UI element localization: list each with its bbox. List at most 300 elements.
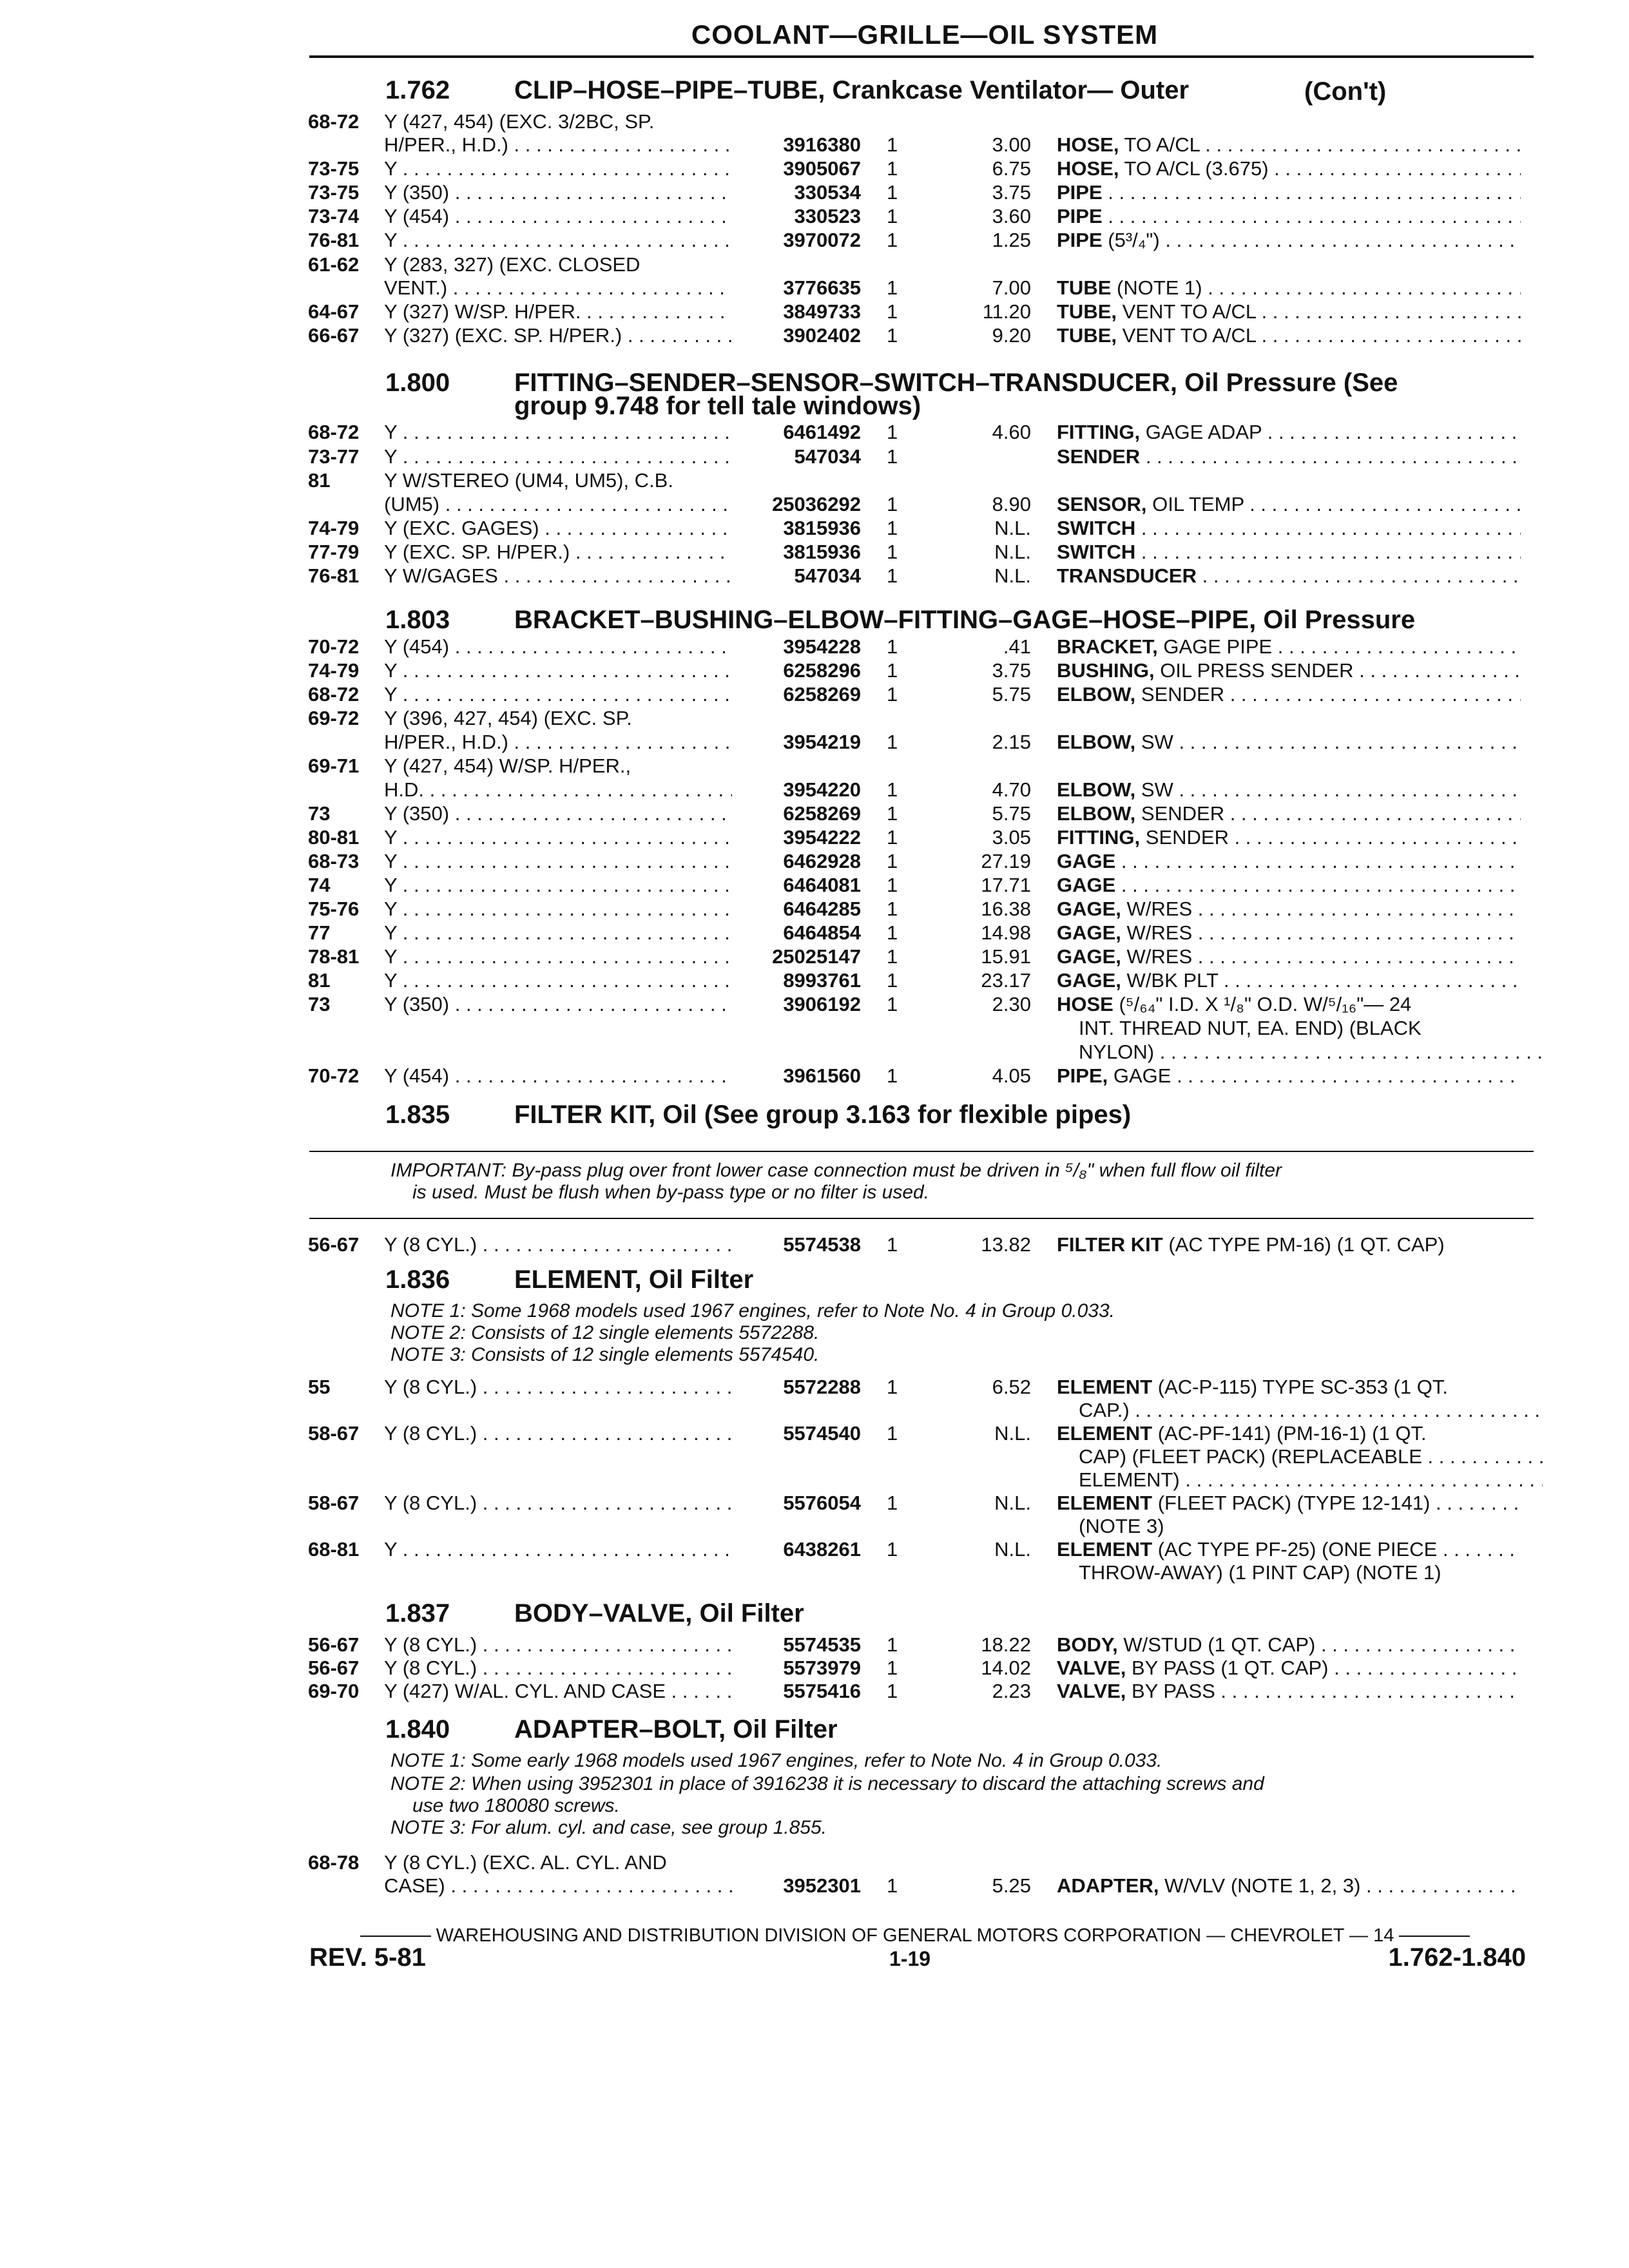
part-number: 330534 [794, 181, 861, 204]
application-desc: Y (350) . . . [384, 992, 732, 1017]
part-number: 5576054 [783, 1492, 861, 1514]
part-number: 6258269 [783, 683, 861, 706]
part-name [1057, 992, 1521, 1017]
year-range: 80-81 [308, 826, 360, 849]
part-number: 5572288 [783, 1376, 861, 1398]
price: 2.23 [992, 1680, 1031, 1702]
price: 16.38 [981, 898, 1031, 920]
table-row [0, 564, 1629, 588]
quantity: 1 [887, 133, 898, 156]
year-range: 76-81 [308, 229, 360, 251]
part-number: 8993761 [783, 969, 861, 992]
part-number: 3954222 [783, 826, 861, 849]
part-name-detail: (AC-PF-141) (PM-16-1) (1 QT. [1152, 1422, 1427, 1445]
price: 14.02 [981, 1657, 1031, 1679]
table-row [0, 945, 1629, 969]
quantity: 1 [887, 945, 898, 968]
part-name-key: GAGE [1057, 874, 1116, 896]
part-name-key: VALVE, [1057, 1657, 1126, 1679]
part-name [1057, 897, 1521, 921]
part-name [1057, 516, 1521, 541]
part-name-detail: W/RES [1121, 921, 1193, 944]
part-name-key: ADAPTER, [1057, 1874, 1159, 1897]
quantity: 1 [887, 445, 898, 468]
group-1800-heading: 1.800 FITTING–SENDER–SENSOR–SWITCH–TRANSDUCER, Oil Pressure (See [385, 369, 1398, 397]
application-desc: Y . . . [384, 945, 732, 969]
part-number: 3954228 [783, 635, 861, 658]
application-desc: Y . . . [384, 825, 732, 850]
part-name-key: ELEMENT [1057, 1492, 1153, 1514]
application-desc: Y (327) W/SP. H/PER. . . . [384, 300, 732, 324]
quantity: 1 [887, 778, 898, 801]
part-name-key: PIPE [1057, 181, 1103, 204]
table-row [0, 180, 1629, 205]
part-number: 5575416 [783, 1680, 861, 1702]
part-name-key: SENSOR, [1057, 493, 1147, 515]
part-number: 25025147 [772, 945, 861, 968]
part-name-key: PIPE [1057, 229, 1103, 251]
part-name [1057, 968, 1521, 993]
part-name-key: ELBOW, [1057, 683, 1136, 706]
year-range: 68-72 [308, 421, 360, 443]
part-name-key: HOSE, [1057, 133, 1119, 156]
table-row [0, 1233, 1629, 1257]
part-name [1057, 1375, 1521, 1399]
part-name [1057, 1537, 1521, 1562]
quantity: 1 [887, 1538, 898, 1561]
year-range: 73 [308, 802, 331, 825]
quantity: 1 [887, 993, 898, 1015]
price: 17.71 [981, 874, 1031, 896]
part-name [1079, 1398, 1543, 1423]
quantity: 1 [887, 850, 898, 872]
part-name [1057, 1633, 1521, 1657]
table-row [0, 802, 1629, 826]
group-1840-heading: 1.840 ADAPTER–BOLT, Oil Filter [385, 1715, 838, 1744]
part-name-detail: (AC-P-115) TYPE SC-353 (1 QT. [1152, 1376, 1448, 1398]
quantity: 1 [887, 517, 898, 539]
table-row [0, 1561, 1629, 1585]
application-desc: Y . . . [384, 1537, 732, 1562]
table-row [0, 300, 1629, 324]
table-row [0, 540, 1629, 564]
application-desc: Y (8 CYL.) (EXC. AL. CYL. AND [384, 1851, 667, 1874]
year-range: 76-81 [308, 564, 360, 587]
table-row [0, 849, 1629, 874]
table-row [0, 897, 1629, 921]
part-name [1079, 1040, 1543, 1064]
price: 3.05 [992, 826, 1031, 849]
part-number: 3970072 [783, 229, 861, 251]
part-name-detail: CAP.) [1079, 1399, 1130, 1421]
continued-label: (Con't) [1304, 77, 1387, 106]
part-name-detail: (AC TYPE PM-16) (1 QT. CAP) [1162, 1233, 1445, 1256]
application-desc: Y . . . [384, 420, 732, 445]
year-range: 81 [308, 969, 331, 992]
part-number: 3849733 [783, 300, 861, 323]
quantity: 1 [887, 205, 898, 227]
part-name-key: GAGE, [1057, 969, 1121, 992]
year-range: 70-72 [308, 635, 360, 658]
quantity: 1 [887, 157, 898, 180]
price: 11.20 [982, 300, 1031, 323]
price: 8.90 [992, 493, 1031, 515]
part-name-key: BRACKET, [1057, 635, 1158, 658]
part-number: 3815936 [783, 517, 861, 539]
quantity: 1 [887, 564, 898, 587]
part-name-detail: W/VLV (NOTE 1, 2, 3) [1159, 1874, 1361, 1897]
year-range: 56-67 [308, 1657, 360, 1679]
part-number: 6461492 [783, 421, 861, 443]
part-name-key: TRANSDUCER [1057, 564, 1197, 587]
quantity: 1 [887, 276, 898, 299]
year-range: 75-76 [308, 898, 360, 920]
part-name [1057, 873, 1521, 898]
part-name [1057, 180, 1521, 205]
important-note-line2: is used. Must be flush when by-pass type or no filter is used. [412, 1182, 930, 1203]
part-name [1057, 825, 1521, 850]
part-name [1057, 945, 1521, 969]
quantity: 1 [887, 181, 898, 204]
year-range: 73-74 [308, 205, 360, 227]
table-row [0, 1874, 1629, 1898]
part-number: 3916380 [783, 133, 861, 156]
part-name-key: ELBOW, [1057, 802, 1136, 825]
part-name-key: ELBOW, [1057, 778, 1136, 801]
price: 5.25 [992, 1874, 1031, 1897]
part-name [1057, 445, 1521, 469]
part-name-key: FILTER KIT [1057, 1233, 1163, 1256]
table-row [0, 1491, 1629, 1515]
table-row [0, 873, 1629, 898]
part-name-key: ELEMENT [1057, 1422, 1153, 1445]
part-name-detail: BY PASS (1 QT. CAP) [1126, 1657, 1329, 1679]
table-row [0, 1679, 1629, 1704]
quantity: 1 [887, 1680, 898, 1702]
group-1840-note1: NOTE 1: Some early 1968 models used 1967 engines, refer to Note No. 4 in Group 0.033. [390, 1750, 1162, 1771]
part-name [1057, 1874, 1521, 1898]
table-row [0, 992, 1629, 1017]
table-row [0, 1421, 1629, 1446]
quantity: 1 [887, 921, 898, 944]
header-rule [309, 55, 1534, 58]
part-name [1057, 921, 1521, 945]
application-desc: Y (454) . . . [384, 204, 732, 229]
price: 3.75 [992, 181, 1031, 204]
application-desc: Y (8 CYL.) . . . [384, 1656, 732, 1680]
application-desc: Y . . . [384, 921, 732, 945]
table-row [0, 1656, 1629, 1680]
application-desc: Y (427, 454) W/SP. H/PER., [384, 754, 631, 777]
part-name-detail: GAGE PIPE [1157, 635, 1273, 658]
part-name [1057, 802, 1521, 826]
price: N.L. [994, 1538, 1031, 1561]
part-name [1057, 682, 1521, 707]
table-row [0, 1514, 1629, 1539]
application-desc: Y (EXC. GAGES) . . . [384, 516, 732, 541]
quantity: 1 [887, 493, 898, 515]
table-row [0, 1064, 1629, 1088]
application-desc: Y . . . [384, 849, 732, 874]
part-name-detail: (FLEET PACK) (TYPE 12-141) [1152, 1492, 1431, 1514]
price: 3.60 [992, 205, 1031, 227]
price: N.L. [994, 541, 1031, 563]
part-name-key: SENDER [1057, 445, 1141, 468]
part-name-key: FITTING, [1057, 421, 1141, 443]
price: 15.91 [981, 945, 1031, 968]
quantity: 1 [887, 229, 898, 251]
part-name-detail: SW [1135, 778, 1173, 801]
part-name [1079, 1016, 1543, 1041]
quantity: 1 [887, 874, 898, 896]
part-name-detail: TO A/CL (3.675) [1119, 157, 1269, 180]
quantity: 1 [887, 898, 898, 920]
price: 9.20 [992, 324, 1031, 347]
part-name-key: ELBOW, [1057, 731, 1136, 753]
year-range: 55 [308, 1376, 331, 1398]
quantity: 1 [887, 1657, 898, 1679]
quantity: 1 [887, 541, 898, 563]
part-name-detail: W/RES [1121, 945, 1193, 968]
year-range: 68-72 [308, 683, 360, 706]
important-top-rule [309, 1151, 1534, 1152]
table-row [0, 658, 1629, 683]
group-1840-note2a: NOTE 2: When using 3952301 in place of 3916238 it is necessary to discard the attaching screws and [390, 1773, 1264, 1794]
application-desc: H.D. . . . [384, 778, 732, 802]
table-row [0, 445, 1629, 469]
application-desc: Y . . . [384, 157, 732, 181]
part-name-detail: SW [1135, 731, 1173, 753]
part-name [1057, 300, 1521, 324]
price: 13.82 [981, 1233, 1031, 1256]
part-name [1057, 730, 1521, 754]
quantity: 1 [887, 683, 898, 706]
part-name-detail: BY PASS [1126, 1680, 1215, 1702]
quantity: 1 [887, 421, 898, 443]
price: 3.75 [992, 659, 1031, 682]
price: 18.22 [981, 1633, 1031, 1656]
year-range: 56-67 [308, 1233, 360, 1256]
table-row [0, 1375, 1629, 1399]
table-row [0, 420, 1629, 445]
part-name [1079, 1445, 1543, 1469]
year-range: 73 [308, 993, 331, 1015]
part-name-detail: INT. THREAD NUT, EA. END) (BLACK [1079, 1017, 1422, 1039]
quantity: 1 [887, 826, 898, 849]
part-name-detail: OIL TEMP [1146, 493, 1244, 515]
quantity: 1 [887, 969, 898, 992]
table-row [0, 516, 1629, 541]
part-name-detail: THROW-AWAY) (1 PINT CAP) (NOTE 1) [1079, 1561, 1441, 1584]
price: 23.17 [981, 969, 1031, 992]
part-name-detail: (⁵/₆₄" I.D. X ¹/₈" O.D. W/⁵/₁₆"— 24 [1113, 993, 1412, 1015]
application-desc: (UM5) . . . [384, 492, 732, 517]
part-number: 6462928 [783, 850, 861, 872]
part-number: 3906192 [783, 993, 861, 1015]
table-row [0, 921, 1629, 945]
year-range: 74-79 [308, 517, 360, 539]
year-range: 69-72 [308, 707, 360, 729]
application-desc: Y (350) . . . [384, 180, 732, 205]
part-name [1057, 778, 1521, 802]
part-name-detail: GAGE [1108, 1064, 1171, 1087]
revision-label: REV. 5-81 [309, 1943, 426, 1972]
part-name-key: GAGE, [1057, 921, 1121, 944]
table-row [0, 825, 1629, 850]
part-name-detail: TO A/CL [1119, 133, 1200, 156]
quantity: 1 [887, 1422, 898, 1445]
part-name-key: HOSE, [1057, 157, 1119, 180]
part-name [1079, 1561, 1543, 1585]
year-range: 77-79 [308, 541, 360, 563]
part-name [1057, 492, 1521, 517]
application-desc: Y . . . [384, 968, 732, 993]
part-name [1057, 276, 1521, 300]
application-desc: VENT.) . . . [384, 276, 732, 300]
quantity: 1 [887, 300, 898, 323]
part-number: 547034 [794, 445, 861, 468]
price: N.L. [994, 1492, 1031, 1514]
application-desc: Y . . . [384, 228, 732, 253]
year-range: 77 [308, 921, 331, 944]
part-name-key: SWITCH [1057, 541, 1136, 563]
part-name-key: VALVE, [1057, 1680, 1126, 1702]
year-range: 58-67 [308, 1492, 360, 1514]
part-name [1057, 1233, 1521, 1257]
part-name-detail: OIL PRESS SENDER [1154, 659, 1354, 682]
group-1836-heading: 1.836 ELEMENT, Oil Filter [385, 1265, 754, 1294]
part-number: 6464285 [783, 898, 861, 920]
group-1762-heading: 1.762 CLIP–HOSE–PIPE–TUBE, Crankcase Ventilator— Outer [385, 76, 1190, 104]
part-name-key: PIPE, [1057, 1064, 1108, 1087]
footer-text: WAREHOUSING AND DISTRIBUTION DIVISION OF GENERAL MOTORS CORPORATION — CHEVROLET — 14 [436, 1925, 1394, 1946]
year-range: 68-72 [308, 110, 360, 133]
table-row [0, 157, 1629, 181]
price: 2.15 [992, 731, 1031, 753]
table-row [0, 1040, 1629, 1064]
application-desc: H/PER., H.D.) . . . [384, 730, 732, 754]
price: 1.25 [992, 229, 1031, 251]
part-number: 3954219 [783, 731, 861, 753]
part-name-detail: VENT TO A/CL [1117, 300, 1256, 323]
table-row [0, 968, 1629, 993]
application-desc: Y . . . [384, 873, 732, 898]
table-row [0, 1468, 1629, 1492]
quantity: 1 [887, 1492, 898, 1514]
part-name-key: TUBE [1057, 276, 1112, 299]
part-name-detail: W/STUD (1 QT. CAP) [1117, 1633, 1316, 1656]
part-number: 6258269 [783, 802, 861, 825]
table-row [0, 228, 1629, 253]
part-name-key: PIPE [1057, 205, 1103, 227]
year-range: 70-72 [308, 1064, 360, 1087]
part-name [1057, 204, 1521, 229]
part-number: 330523 [794, 205, 861, 227]
part-name-key: ELEMENT [1057, 1376, 1153, 1398]
quantity: 1 [887, 659, 898, 682]
part-name [1057, 540, 1521, 564]
part-number: 3776635 [783, 276, 861, 299]
price: N.L. [994, 564, 1031, 587]
quantity: 1 [887, 731, 898, 753]
part-name-key: GAGE [1057, 850, 1116, 872]
application-desc: Y (8 CYL.) . . . [384, 1421, 732, 1446]
part-name [1079, 1514, 1543, 1539]
year-range: 68-73 [308, 850, 360, 872]
part-name-detail: NYLON) [1079, 1041, 1155, 1063]
part-name [1057, 658, 1521, 683]
table-row [0, 1016, 1629, 1041]
table-row [0, 204, 1629, 229]
table-row [0, 1633, 1629, 1657]
part-number: 6464081 [783, 874, 861, 896]
year-range: 68-78 [308, 1851, 360, 1874]
part-number: 3961560 [783, 1064, 861, 1087]
year-range: 56-67 [308, 1633, 360, 1656]
application-desc: Y . . . [384, 682, 732, 707]
application-desc: Y (427, 454) (EXC. 3/2BC, SP. [384, 110, 655, 133]
table-row [0, 682, 1629, 707]
footer-line [309, 1925, 1521, 1946]
table-row [0, 1850, 1629, 1875]
part-number: 5574540 [783, 1422, 861, 1445]
part-number: 547034 [794, 564, 861, 587]
part-name-detail: SENDER [1140, 826, 1229, 849]
application-desc: Y (EXC. SP. H/PER.) . . . [384, 540, 732, 564]
table-row [0, 468, 1629, 493]
application-desc: Y (454) . . . [384, 1064, 732, 1088]
group-1840-note3: NOTE 3: For alum. cyl. and case, see group 1.855. [390, 1817, 827, 1838]
year-range: 66-67 [308, 324, 360, 347]
quantity: 1 [887, 635, 898, 658]
year-range: 69-71 [308, 754, 360, 777]
application-desc: Y (350) . . . [384, 802, 732, 826]
part-name [1057, 420, 1521, 445]
part-name [1057, 1421, 1521, 1446]
application-desc: Y (427) W/AL. CYL. AND CASE . . . [384, 1679, 732, 1704]
application-desc: Y W/STEREO (UM4, UM5), C.B. [384, 469, 673, 492]
part-name [1057, 635, 1521, 659]
quantity: 1 [887, 1633, 898, 1656]
table-row [0, 1537, 1629, 1562]
year-range: 74-79 [308, 659, 360, 682]
application-desc: Y . . . [384, 897, 732, 921]
part-number: 25036292 [772, 493, 861, 515]
price: 14.98 [981, 921, 1031, 944]
year-range: 61-62 [308, 253, 360, 276]
part-number: 3815936 [783, 541, 861, 563]
part-name-detail: (NOTE 3) [1079, 1515, 1164, 1537]
part-number: 6438261 [783, 1538, 861, 1561]
group-1835-heading: 1.835 FILTER KIT, Oil (See group 3.163 for flexible pipes) [385, 1100, 1132, 1129]
application-desc: Y . . . [384, 658, 732, 683]
group-1800-heading-line2: group 9.748 for tell tale windows) [514, 392, 921, 420]
price: 27.19 [981, 850, 1031, 872]
part-name-detail: (AC TYPE PF-25) (ONE PIECE [1152, 1538, 1438, 1561]
application-desc: Y (8 CYL.) . . . [384, 1633, 732, 1657]
application-desc: Y (8 CYL.) . . . [384, 1233, 732, 1257]
price: 5.75 [992, 683, 1031, 706]
price: 4.60 [992, 421, 1031, 443]
year-range: 74 [308, 874, 331, 896]
part-number: 5573979 [783, 1657, 861, 1679]
price: 4.05 [992, 1064, 1031, 1087]
part-number: 3905067 [783, 157, 861, 180]
application-desc: Y (396, 427, 454) (EXC. SP. [384, 707, 632, 729]
part-name-key: HOSE [1057, 993, 1113, 1015]
part-name [1057, 849, 1521, 874]
part-number: 3954220 [783, 778, 861, 801]
